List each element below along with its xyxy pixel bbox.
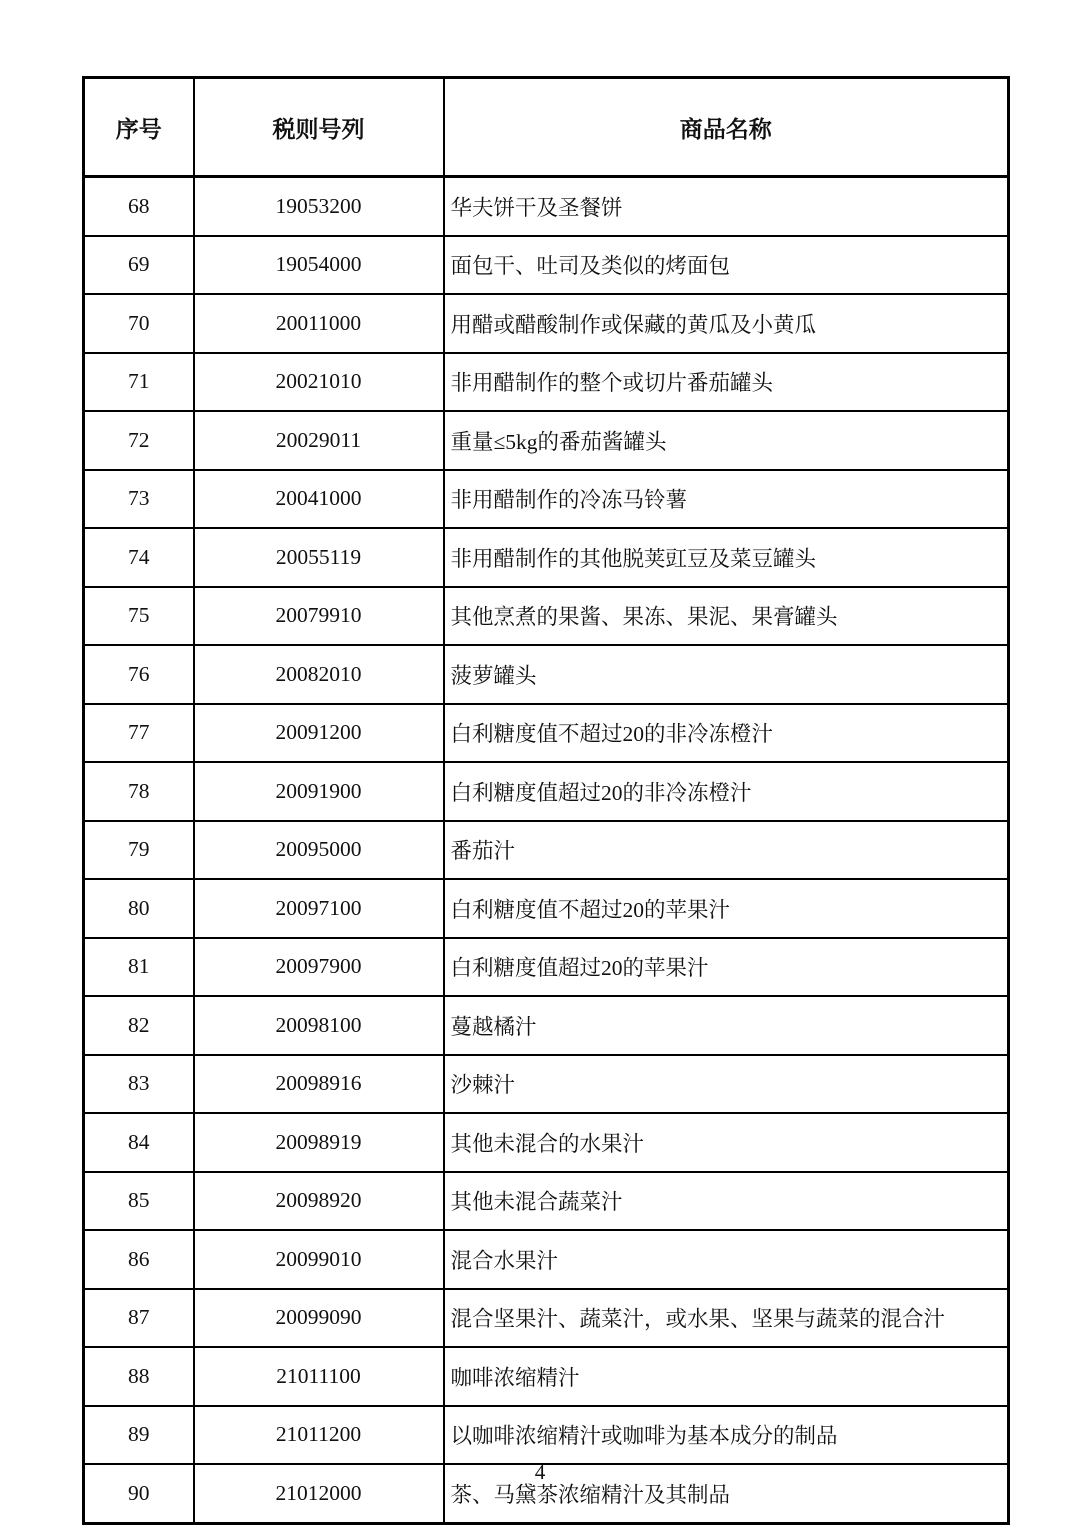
cell-tariff-code: 20029011 <box>194 411 444 470</box>
header-serial-number: 序号 <box>84 78 194 177</box>
cell-serial-number: 78 <box>84 762 194 821</box>
cell-serial-number: 71 <box>84 353 194 412</box>
table-row <box>84 821 1009 880</box>
cell-product-name: 其他未混合蔬菜汁 <box>444 1172 1009 1231</box>
table-row <box>84 996 1009 1055</box>
cell-tariff-code: 21011100 <box>194 1347 444 1406</box>
table-row <box>84 704 1009 763</box>
cell-serial-number: 69 <box>84 236 194 295</box>
cell-serial-number: 82 <box>84 996 194 1055</box>
cell-tariff-code: 20011000 <box>194 294 444 353</box>
cell-serial-number: 79 <box>84 821 194 880</box>
cell-serial-number: 77 <box>84 704 194 763</box>
cell-product-name: 华夫饼干及圣餐饼 <box>444 177 1009 236</box>
table-row <box>84 236 1009 295</box>
tariff-goods-table <box>82 76 1010 1525</box>
cell-product-name: 非用醋制作的整个或切片番茄罐头 <box>444 353 1009 412</box>
cell-product-name: 重量≤5kg的番茄酱罐头 <box>444 411 1009 470</box>
cell-product-name: 以咖啡浓缩精汁或咖啡为基本成分的制品 <box>444 1406 1009 1465</box>
cell-product-name: 白利糖度值不超过20的非冷冻橙汁 <box>444 704 1009 763</box>
cell-serial-number: 75 <box>84 587 194 646</box>
cell-product-name: 蔓越橘汁 <box>444 996 1009 1055</box>
cell-serial-number: 84 <box>84 1113 194 1172</box>
cell-tariff-code: 20098100 <box>194 996 444 1055</box>
cell-tariff-code: 20055119 <box>194 528 444 587</box>
cell-serial-number: 73 <box>84 470 194 529</box>
cell-serial-number: 89 <box>84 1406 194 1465</box>
cell-tariff-code: 20091900 <box>194 762 444 821</box>
cell-product-name: 番茄汁 <box>444 821 1009 880</box>
table-row <box>84 294 1009 353</box>
cell-product-name: 白利糖度值不超过20的苹果汁 <box>444 879 1009 938</box>
cell-product-name: 咖啡浓缩精汁 <box>444 1347 1009 1406</box>
cell-product-name: 混合水果汁 <box>444 1230 1009 1289</box>
cell-serial-number: 80 <box>84 879 194 938</box>
cell-product-name: 非用醋制作的冷冻马铃薯 <box>444 470 1009 529</box>
header-product-name: 商品名称 <box>444 78 1009 177</box>
cell-serial-number: 70 <box>84 294 194 353</box>
cell-serial-number: 72 <box>84 411 194 470</box>
cell-tariff-code: 20098920 <box>194 1172 444 1231</box>
header-tariff-code: 税则号列 <box>194 78 444 177</box>
cell-tariff-code: 20099010 <box>194 1230 444 1289</box>
cell-tariff-code: 19053200 <box>194 177 444 236</box>
cell-tariff-code: 20041000 <box>194 470 444 529</box>
cell-tariff-code: 20095000 <box>194 821 444 880</box>
cell-product-name: 沙棘汁 <box>444 1055 1009 1114</box>
cell-product-name: 白利糖度值超过20的苹果汁 <box>444 938 1009 997</box>
table-row <box>84 762 1009 821</box>
cell-product-name: 面包干、吐司及类似的烤面包 <box>444 236 1009 295</box>
cell-tariff-code: 20091200 <box>194 704 444 763</box>
cell-serial-number: 86 <box>84 1230 194 1289</box>
cell-serial-number: 88 <box>84 1347 194 1406</box>
table-row <box>84 1289 1009 1348</box>
table-body <box>84 177 1009 1524</box>
table-row <box>84 645 1009 704</box>
cell-serial-number: 87 <box>84 1289 194 1348</box>
table-row <box>84 1347 1009 1406</box>
cell-serial-number: 74 <box>84 528 194 587</box>
cell-product-name: 用醋或醋酸制作或保藏的黄瓜及小黄瓜 <box>444 294 1009 353</box>
cell-tariff-code: 20097900 <box>194 938 444 997</box>
table-row <box>84 411 1009 470</box>
cell-product-name: 其他未混合的水果汁 <box>444 1113 1009 1172</box>
page-number: 4 <box>534 1460 546 1484</box>
cell-tariff-code: 20099090 <box>194 1289 444 1348</box>
cell-product-name: 其他烹煮的果酱、果冻、果泥、果膏罐头 <box>444 587 1009 646</box>
cell-tariff-code: 20079910 <box>194 587 444 646</box>
table-row <box>84 470 1009 529</box>
cell-tariff-code: 20097100 <box>194 879 444 938</box>
table-row <box>84 879 1009 938</box>
cell-serial-number: 81 <box>84 938 194 997</box>
cell-serial-number: 90 <box>84 1464 194 1523</box>
cell-product-name: 茶、马黛茶浓缩精汁及其制品 <box>444 1464 1009 1523</box>
table-row <box>84 177 1009 236</box>
cell-tariff-code: 20098916 <box>194 1055 444 1114</box>
cell-tariff-code: 20021010 <box>194 353 444 412</box>
table-row <box>84 1406 1009 1465</box>
table-row <box>84 1113 1009 1172</box>
table-header-row <box>84 78 1009 177</box>
cell-product-name: 菠萝罐头 <box>444 645 1009 704</box>
cell-tariff-code: 19054000 <box>194 236 444 295</box>
cell-serial-number: 68 <box>84 177 194 236</box>
table-row <box>84 1055 1009 1114</box>
cell-product-name: 白利糖度值超过20的非冷冻橙汁 <box>444 762 1009 821</box>
cell-serial-number: 76 <box>84 645 194 704</box>
cell-product-name: 混合坚果汁、蔬菜汁，或水果、坚果与蔬菜的混合汁 <box>444 1289 1009 1348</box>
cell-serial-number: 85 <box>84 1172 194 1231</box>
cell-tariff-code: 21011200 <box>194 1406 444 1465</box>
table-row <box>84 1172 1009 1231</box>
table-row <box>84 587 1009 646</box>
cell-tariff-code: 20082010 <box>194 645 444 704</box>
table-row <box>84 1230 1009 1289</box>
cell-product-name: 非用醋制作的其他脱荚豇豆及菜豆罐头 <box>444 528 1009 587</box>
cell-serial-number: 83 <box>84 1055 194 1114</box>
cell-tariff-code: 20098919 <box>194 1113 444 1172</box>
table-row <box>84 353 1009 412</box>
table-row <box>84 938 1009 997</box>
cell-tariff-code: 21012000 <box>194 1464 444 1523</box>
table-row <box>84 528 1009 587</box>
